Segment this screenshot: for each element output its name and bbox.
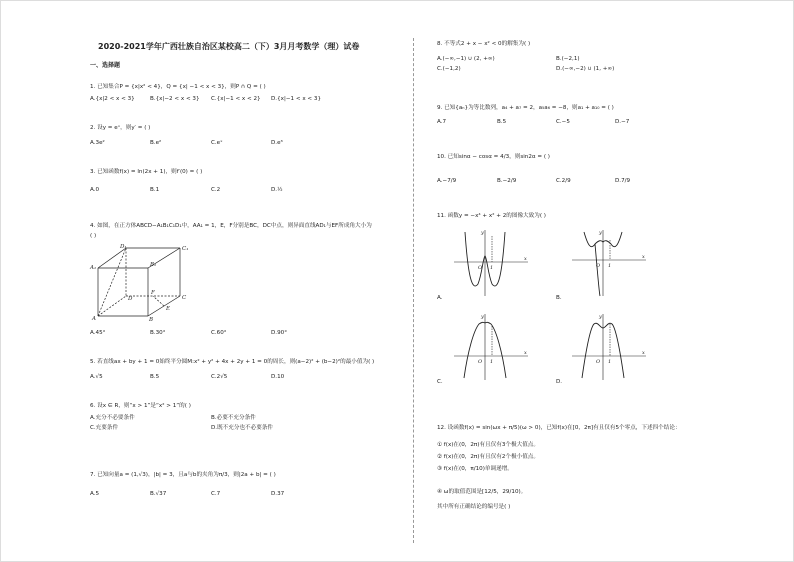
tick-one-label: 1 bbox=[608, 263, 612, 269]
q2-option-b: B.e² bbox=[150, 140, 162, 146]
q11-option-b: B. bbox=[556, 295, 562, 301]
axis-y-label: y bbox=[481, 230, 484, 236]
axis-y-label: y bbox=[599, 230, 602, 236]
q2-stem: 2. 设y = eˣ，则y′ = ( ) bbox=[90, 125, 151, 131]
graph-c bbox=[452, 310, 532, 382]
q8-option-a: A.(−∞,−1) ∪ (2, +∞) bbox=[437, 56, 495, 62]
q4-stem-line1: 4. 如图，在正方体ABCD−A₁B₁C₁D₁中，AA₁ = 1，E，F分别是BC，DC中点，则异面直线AD₁与EF所成角大小为 bbox=[90, 223, 372, 229]
q7-stem: 7. 已知向量a = (1,√3)，|b| = 3，且a与b的夹角为π/3，则|2a + b| = ( ) bbox=[90, 472, 276, 478]
q11-option-c: C. bbox=[437, 379, 443, 385]
q9-option-a: A.7 bbox=[437, 119, 447, 125]
exam-title: 2020-2021学年广西壮族自治区某校高二（下）3月月考数学（理）试卷 bbox=[98, 42, 360, 51]
q3-stem: 3. 已知函数f(x) = ln(2x + 1)，则f′(0) = ( ) bbox=[90, 169, 203, 175]
q4-option-d: D.90° bbox=[271, 330, 288, 336]
q8-stem: 8. 不等式2 + x − x² < 0的解集为( ) bbox=[437, 41, 531, 47]
graph-a bbox=[452, 226, 532, 298]
q4-option-a: A.45° bbox=[90, 330, 106, 336]
q7-option-b: B.√37 bbox=[150, 491, 167, 497]
axis-x-label: x bbox=[524, 256, 527, 262]
q11-stem: 11. 函数y = −x⁴ + x² + 2的图像大致为( ) bbox=[437, 213, 546, 219]
q9-option-d: D.−7 bbox=[615, 119, 630, 125]
axis-y-label: y bbox=[599, 314, 602, 320]
graph-b bbox=[570, 226, 650, 298]
q4-stem-line2: ( ) bbox=[90, 233, 97, 239]
q12-tail: 其中所有正确结论的编号是( ) bbox=[437, 504, 511, 510]
q10-option-a: A.−7/9 bbox=[437, 178, 457, 184]
origin-label: O bbox=[478, 265, 483, 271]
tick-one-label: 1 bbox=[490, 359, 494, 365]
origin-label: O bbox=[596, 359, 601, 365]
tick-one-label: 1 bbox=[608, 359, 612, 365]
q3-option-d: D.½ bbox=[271, 187, 283, 193]
q12-item-3: ③ f(x)在(0，π/10)单调递增。 bbox=[437, 466, 513, 472]
label-d1: D₁ bbox=[120, 244, 127, 250]
q8-option-b: B.(−2,1) bbox=[556, 56, 580, 62]
q1-option-d: D.{x|−1 < x < 3} bbox=[271, 96, 321, 102]
q9-stem: 9. 已知{aₙ}为等比数列，a₄ + a₇ = 2，a₅a₆ = −8，则a₁ + a₁₀ = ( ) bbox=[437, 105, 614, 111]
cube-figure bbox=[88, 242, 198, 322]
label-a: A bbox=[92, 316, 96, 322]
q6-option-d: D.既不充分也不必要条件 bbox=[211, 425, 274, 431]
q6-stem: 6. 设x ∈ R，则“x > 1”是“x² > 1”的( ) bbox=[90, 403, 191, 409]
q3-option-c: C.2 bbox=[211, 187, 221, 193]
q10-option-d: D.7/9 bbox=[615, 178, 631, 184]
origin-label: O bbox=[478, 359, 483, 365]
q4-option-c: C.60° bbox=[211, 330, 227, 336]
q11-option-d: D. bbox=[556, 379, 563, 385]
label-e: E bbox=[166, 306, 171, 312]
q9-option-b: B.5 bbox=[497, 119, 507, 125]
label-b1: B₁ bbox=[150, 262, 157, 268]
q1-option-a: A.{x|2 < x < 3} bbox=[90, 96, 135, 102]
q5-stem: 5. 若直线ax + by + 1 = 0始终平分圆M:x² + y² + 4x + 2y + 1 = 0的周长，则(a−2)² + (b−2)²的最小值为( ) bbox=[90, 359, 375, 365]
q5-option-c: C.2√5 bbox=[211, 374, 228, 380]
origin-label: O bbox=[596, 263, 601, 269]
q2-option-d: D.e³ bbox=[271, 140, 283, 146]
label-c1: C₁ bbox=[182, 246, 189, 252]
q1-option-c: C.{x|−1 < x < 2} bbox=[211, 96, 261, 102]
q2-option-a: A.3e² bbox=[90, 140, 105, 146]
q5-option-d: D.10 bbox=[271, 374, 285, 380]
q12-item-2: ② f(x)在(0，2π)有且仅有2个极小值点。 bbox=[437, 454, 539, 460]
axis-x-label: x bbox=[524, 350, 527, 356]
q7-option-a: A.5 bbox=[90, 491, 100, 497]
axis-y-label: y bbox=[481, 314, 484, 320]
q12-item-1: ① f(x)在(0，2π)有且仅有3个极大值点。 bbox=[437, 442, 539, 448]
q3-option-a: A.0 bbox=[90, 187, 100, 193]
q5-option-a: A.√5 bbox=[90, 374, 103, 380]
q8-option-c: C.(−1,2) bbox=[437, 66, 461, 72]
q4-option-b: B.30° bbox=[150, 330, 166, 336]
q12-item-4: ④ ω的取值范围是[12/5，29/10)。 bbox=[437, 489, 527, 495]
q7-option-c: C.7 bbox=[211, 491, 221, 497]
label-d: D bbox=[128, 296, 133, 302]
graph-d bbox=[570, 310, 650, 382]
q11-option-a: A. bbox=[437, 295, 443, 301]
q10-option-b: B.−2/9 bbox=[497, 178, 517, 184]
section-heading: 一、选择题 bbox=[90, 62, 121, 69]
q2-option-c: C.eˣ bbox=[211, 140, 223, 146]
q7-option-d: D.37 bbox=[271, 491, 285, 497]
label-f: F bbox=[151, 290, 155, 296]
q1-option-b: B.{x|−2 < x < 3} bbox=[150, 96, 200, 102]
q10-stem: 10. 已知sinα − cosα = 4/3，则sin2α = ( ) bbox=[437, 154, 550, 160]
q10-option-c: C.2/9 bbox=[556, 178, 571, 184]
q8-option-d: D.(−∞,−2) ∪ (1, +∞) bbox=[556, 66, 615, 72]
q1-stem: 1. 已知集合P = {x|x² < 4}，Q = {x| −1 < x < 3}，则P ∩ Q = ( ) bbox=[90, 84, 266, 90]
axis-x-label: x bbox=[642, 350, 645, 356]
tick-one-label: 1 bbox=[490, 265, 494, 271]
label-c: C bbox=[182, 295, 187, 301]
q6-option-a: A.充分不必要条件 bbox=[90, 415, 135, 421]
q9-option-c: C.−5 bbox=[556, 119, 570, 125]
q5-option-b: B.5 bbox=[150, 374, 160, 380]
q12-stem: 12. 设函数f(x) = sin(ωx + π/5)(ω > 0)，已知f(x)在[0，2π]有且仅有5个零点，下述四个结论： bbox=[437, 425, 681, 431]
q6-option-b: B.必要不充分条件 bbox=[211, 415, 256, 421]
column-divider bbox=[413, 38, 414, 543]
axis-x-label: x bbox=[642, 254, 645, 260]
label-a1: A₁ bbox=[90, 265, 97, 271]
label-b: B bbox=[149, 317, 154, 322]
q3-option-b: B.1 bbox=[150, 187, 160, 193]
q6-option-c: C.充要条件 bbox=[90, 425, 119, 431]
